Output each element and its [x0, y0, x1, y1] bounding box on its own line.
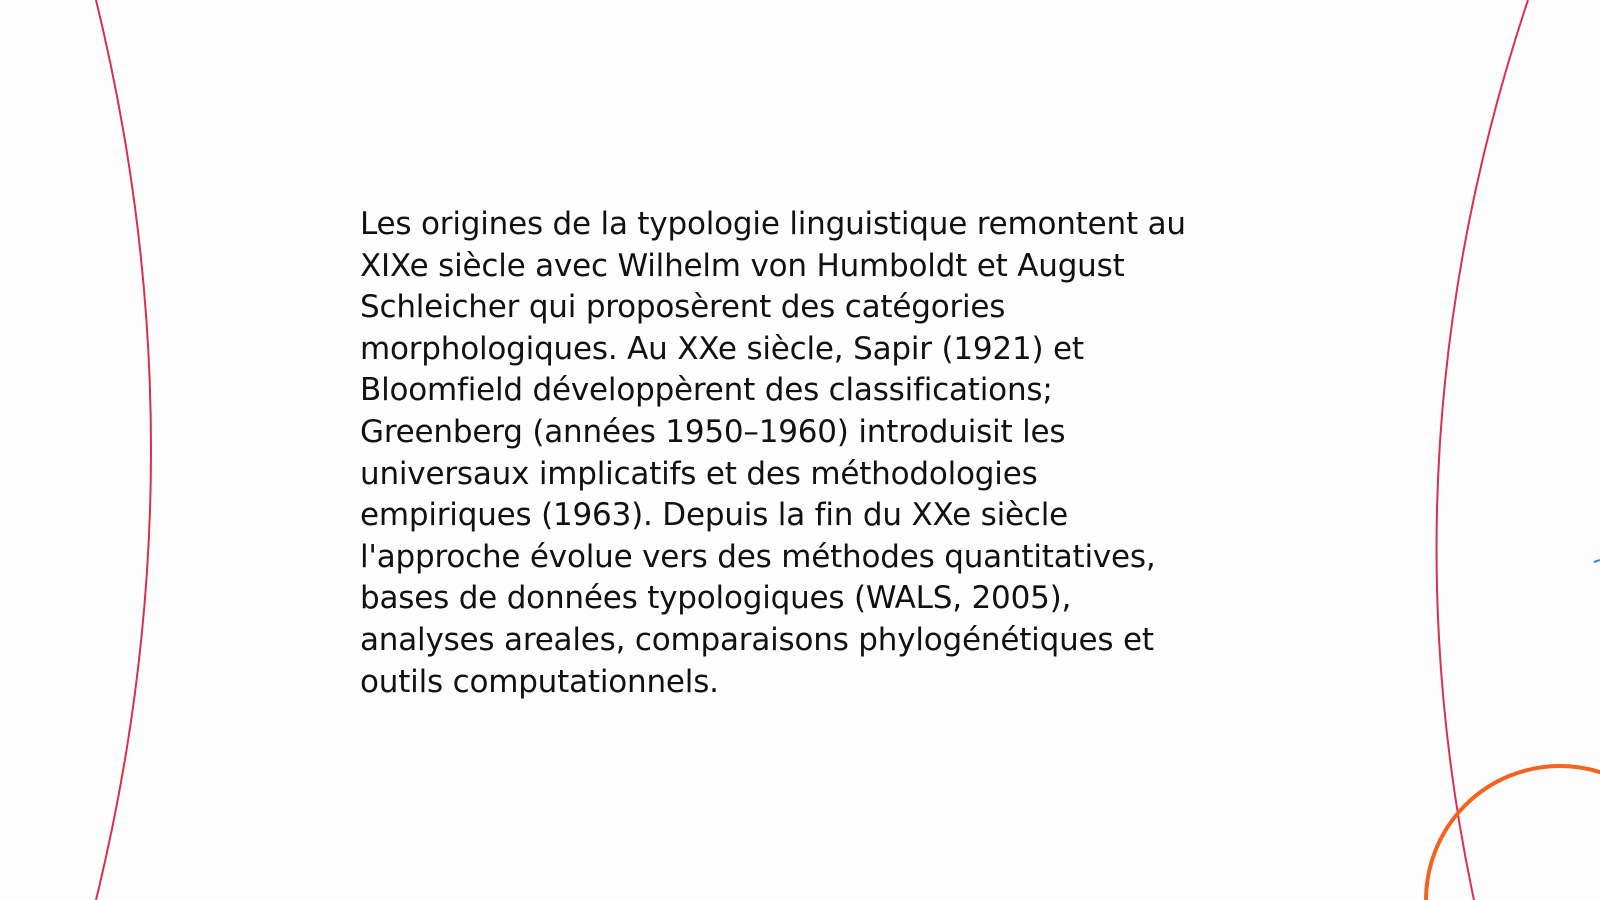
accent-tick: [1594, 560, 1600, 562]
paragraph-line: outils computationnels.: [360, 663, 719, 700]
paragraph-line: morphologiques. Au XXe siècle, Sapir (1921) et: [360, 330, 1084, 367]
paragraph-line: bases de données typologiques (WALS, 2005),: [360, 580, 1072, 617]
accent-circle: [1426, 766, 1600, 900]
paragraph-line: Les origines de la typologie linguistique remontent au: [360, 206, 1186, 242]
paragraph-line: analyses areales, comparaisons phylogénétiques et: [360, 621, 1154, 658]
paragraph-line: l'approche évolue vers des méthodes quantitatives,: [360, 538, 1156, 575]
paragraph-line: Schleicher qui proposèrent des catégories: [360, 289, 1006, 326]
paragraph-line: XIXe siècle avec Wilhelm von Humboldt et August: [360, 247, 1125, 284]
body-paragraph: [360, 204, 1260, 703]
right-arc: [1437, 0, 1528, 900]
left-arc: [96, 0, 151, 900]
paragraph-line: empiriques (1963). Depuis la fin du XXe siècle: [360, 497, 1069, 534]
paragraph-line: Greenberg (années 1950–1960) introduisit les: [360, 413, 1066, 450]
paragraph-line: Bloomfield développèrent des classifications;: [360, 372, 1053, 409]
paragraph-line: universaux implicatifs et des méthodologies: [360, 455, 1038, 492]
